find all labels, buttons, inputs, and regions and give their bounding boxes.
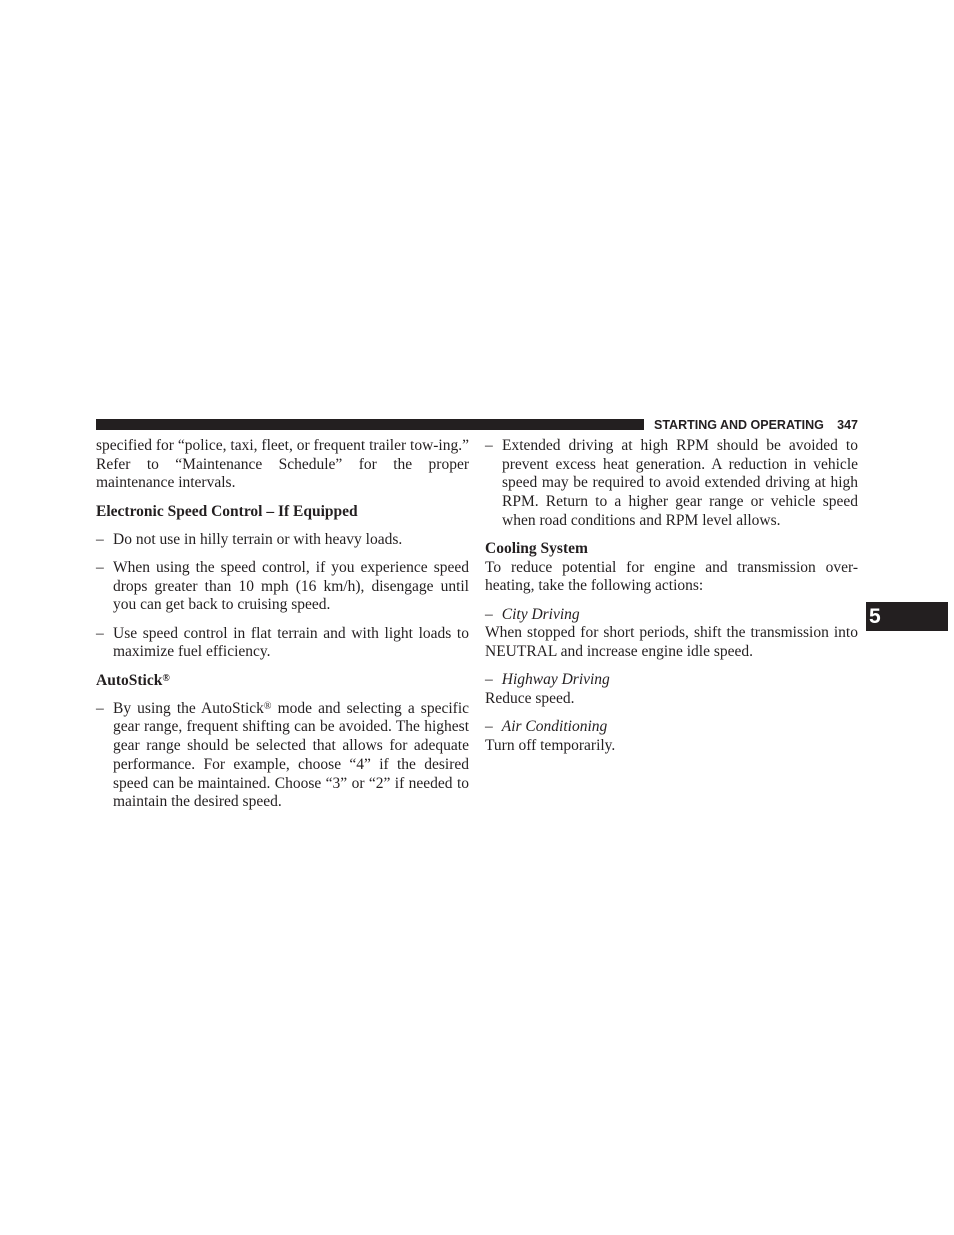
subheading-text: City Driving — [501, 605, 580, 623]
dash-bullet: – — [485, 437, 493, 454]
highway-driving-body: Reduce speed. — [485, 689, 575, 707]
cooling-intro: To reduce potential for engine and transmission over-heating, take the following actions: — [485, 558, 858, 595]
list-item-text: Extended driving at high RPM should be avoided to prevent excess heat generation. A reduction in vehicle speed may be required to avoid extended driving at high RPM. Return to a higher gear range or vehicle speed when road conditions and RPM level allows. — [502, 437, 858, 529]
dash-bullet: – — [96, 699, 104, 717]
subheading-air-conditioning — [485, 718, 858, 737]
speed-control-heading: Electronic Speed Control – If Equipped — [96, 502, 358, 520]
page-number: 347 — [837, 418, 858, 432]
registered-mark: ® — [162, 672, 170, 684]
autostick-text-start: By using the AutoStick — [113, 699, 264, 717]
list-item-text: Do not use in hilly terrain or with heavy loads. — [113, 530, 403, 548]
list-item — [96, 625, 469, 662]
section-title: STARTING AND OPERATING — [654, 418, 824, 432]
left-column — [96, 437, 469, 821]
right-column — [485, 437, 858, 765]
subheading-city-driving — [485, 606, 858, 625]
chapter-tab: 5 — [866, 602, 948, 631]
list-item — [96, 559, 469, 615]
subheading-text: Air Conditioning — [501, 718, 608, 736]
header-rule — [96, 419, 644, 430]
air-conditioning-body: Turn off temporarily. — [485, 736, 616, 754]
intro-paragraph: specified for “police, taxi, fleet, or frequent trailer tow-ing.” Refer to “Maintenance Schedule” for the proper maintenance intervals. — [96, 437, 469, 492]
autostick-text-rest: mode and selecting a specific gear range, frequent shifting can be avoided. The highest gear range should be selected that allows for adequate performance. For example, choose “4” if the desired speed can be maintained. Choose “3” or “2” if needed to maintain the desired speed. — [113, 699, 470, 811]
city-driving-body: When stopped for short periods, shift the transmission into NEUTRAL and increase engine idle speed. — [485, 624, 858, 661]
dash-bullet: – — [485, 605, 493, 623]
autostick-heading-text: AutoStick — [96, 671, 163, 689]
subheading-text: Highway Driving — [501, 671, 610, 689]
cooling-system-heading: Cooling System — [485, 540, 588, 558]
autostick-heading — [96, 672, 469, 691]
registered-mark: ® — [263, 700, 272, 712]
dash-bullet: – — [96, 530, 104, 548]
list-item — [485, 437, 858, 531]
dash-bullet: – — [485, 671, 493, 689]
subheading-highway-driving — [485, 671, 858, 690]
dash-bullet: – — [96, 559, 104, 577]
list-item-text — [113, 700, 469, 811]
dash-bullet: – — [485, 718, 493, 736]
list-item — [96, 700, 469, 812]
list-item-text: Use speed control in flat terrain and with light loads to maximize fuel efficiency. — [113, 624, 469, 661]
running-header — [654, 417, 858, 433]
dash-bullet: – — [96, 624, 104, 642]
list-item-text: When using the speed control, if you experience speed drops greater than 10 mph (16 km/h), disengage until you can get back to cruising speed. — [113, 559, 469, 614]
list-item — [96, 531, 469, 550]
